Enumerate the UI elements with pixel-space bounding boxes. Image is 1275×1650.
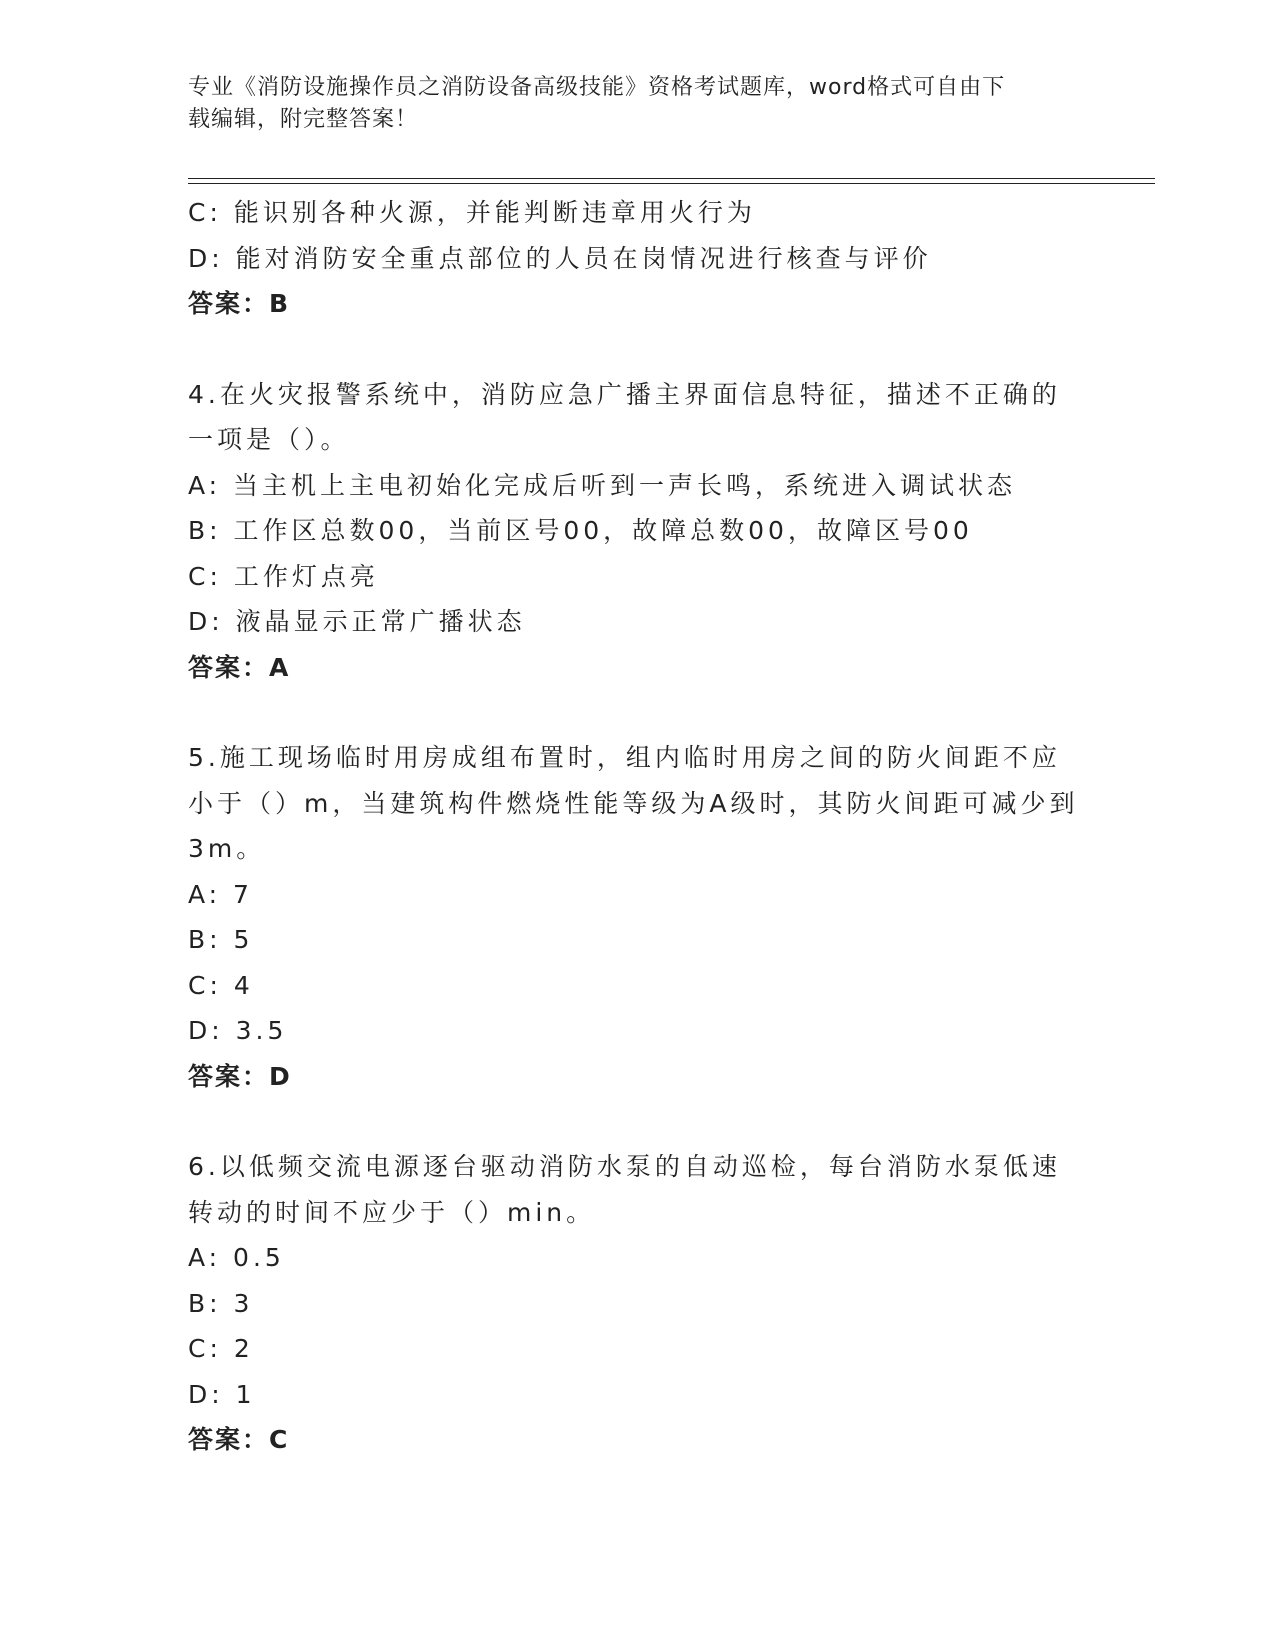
answer-line: 答案：B [188,289,291,318]
question-5 [188,735,1088,1099]
option-d: D: 1 [188,1379,256,1409]
option-c: C: 2 [188,1334,254,1363]
option-b: B: 3 [188,1288,254,1318]
header-divider [188,178,1155,179]
option-d: D: 液晶显示正常广播状态 [188,607,526,636]
option-c: C: 能识别各种火源，并能判断违章用火行为 [188,198,756,227]
answer-line: 答案：D [188,1061,292,1091]
spacer [188,1099,1088,1144]
spacer [188,327,1088,372]
option-c: C: 工作灯点亮 [188,561,379,591]
question-stem: 转动的时间不应少于（）min。 [188,1197,596,1227]
question-6 [188,1144,1088,1463]
spacer [188,690,1088,735]
option-b: B: 工作区总数00，当前区号00，故障总数00，故障区号00 [188,516,973,545]
option-b: B: 5 [188,925,254,954]
question-list [188,190,1088,1463]
header-line: 专业《消防设施操作员之消防设备高级技能》资格考试题库，word格式可自由下 [188,75,1006,100]
question-stem: 一项是（）。 [188,425,350,454]
option-d: D: 能对消防安全重点部位的人员在岗情况进行核查与评价 [188,243,932,273]
option-a: A: 0.5 [188,1243,285,1272]
question-stem: 4.在火灾报警系统中，消防应急广播主界面信息特征，描述不正确的 [188,379,1061,409]
answer-line: 答案：A [188,652,291,682]
document-header [188,72,1088,136]
question-stem: 3m。 [188,834,266,863]
question-3-tail [188,190,1088,327]
header-divider [188,183,1155,184]
option-a: A: 当主机上主电初始化完成后听到一声长鸣，系统进入调试状态 [188,470,1017,500]
option-c: C: 4 [188,970,254,1000]
header-line: 载编辑，附完整答案！ [188,107,419,132]
answer-line: 答案：C [188,1425,290,1454]
option-a: A: 7 [188,879,253,909]
question-stem: 5.施工现场临时用房成组布置时，组内临时用房之间的防火间距不应 [188,743,1061,772]
question-stem: 小于（）m，当建筑构件燃烧性能等级为A级时，其防火间距可减少到 [188,788,1079,818]
question-stem: 6.以低频交流电源逐台驱动消防水泵的自动巡检，每台消防水泵低速 [188,1152,1061,1181]
option-d: D: 3.5 [188,1016,288,1045]
question-4 [188,372,1088,691]
